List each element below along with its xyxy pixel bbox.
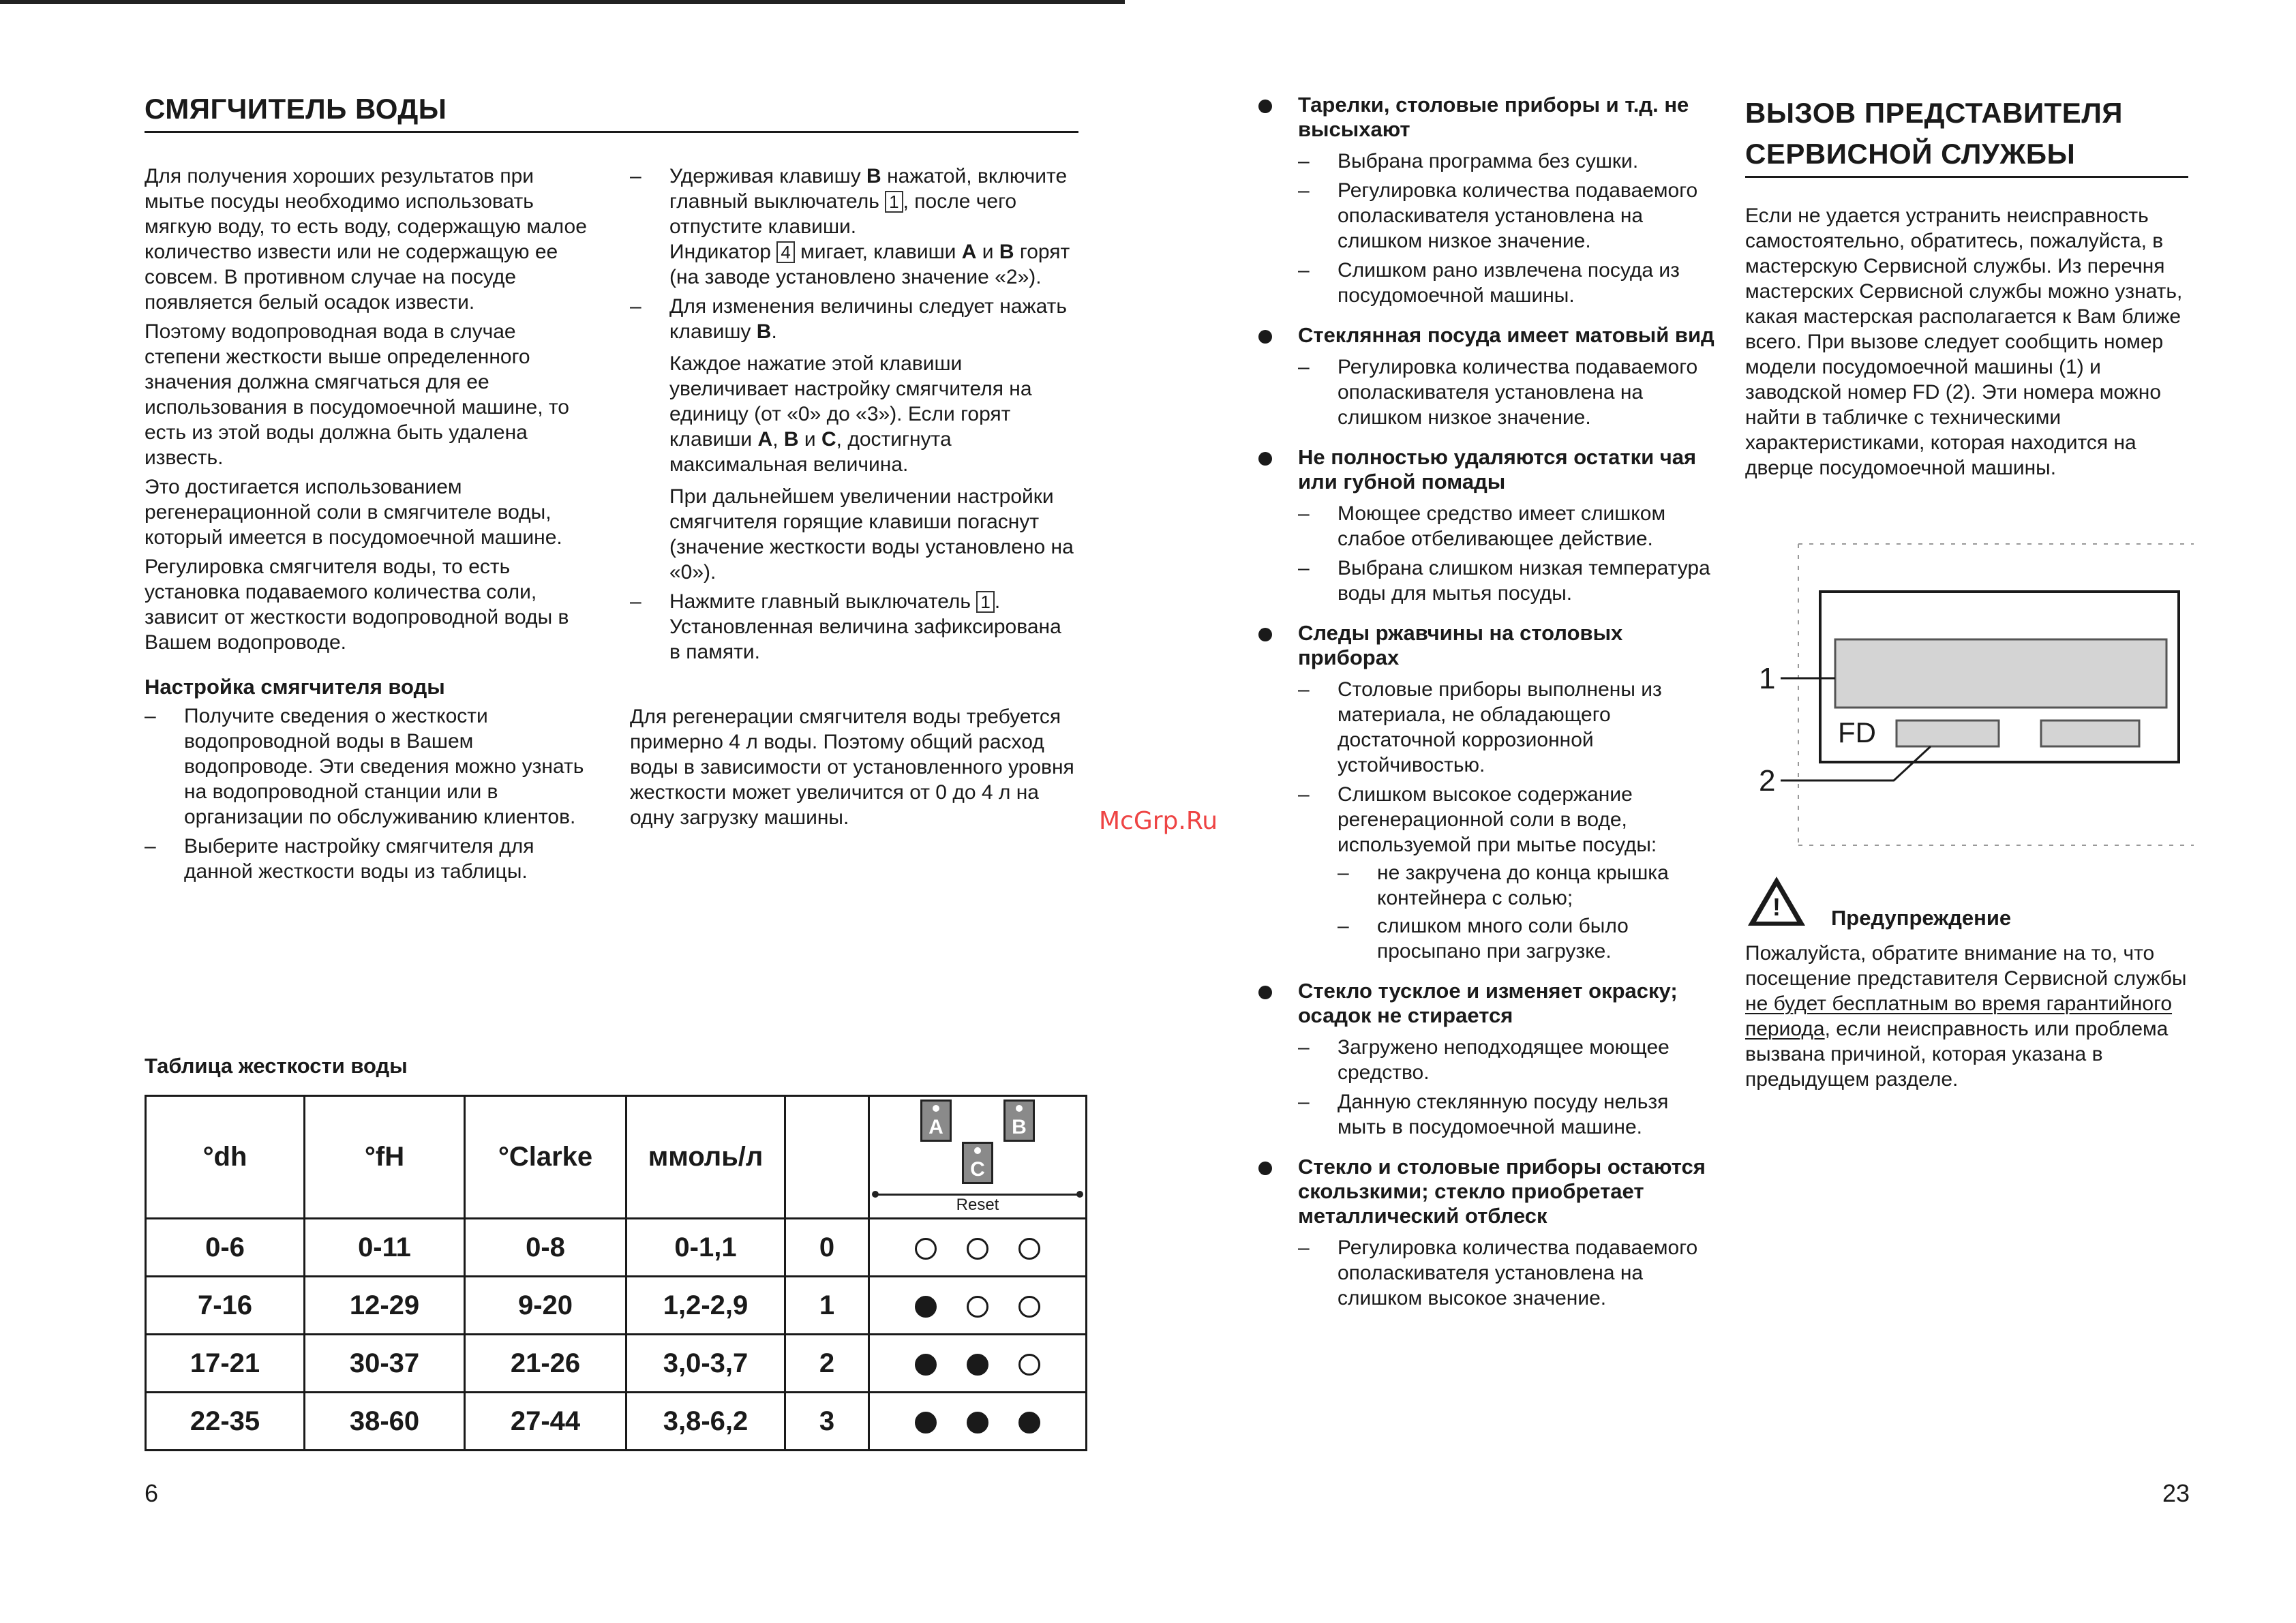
indicator-b-icon [967,1354,988,1376]
cell-dh: 7-16 [146,1277,305,1335]
bullet-icon [1258,100,1272,113]
warning-title: Предупреждение [1831,906,2012,930]
cell-clarke: 27-44 [465,1393,626,1451]
hardness-table [145,1095,1087,1451]
cell-indicators [869,1335,1087,1393]
trouble-item: – Моющее средство имеет слишком слабое отбеливающее действие. [1298,501,1715,551]
indicator-a-icon [915,1354,937,1376]
programming-step-1: – Удерживая клавишу B нажатой, включите главный выключатель 1 , после чего отпустите клавиши. Индикатор 4 мигает, клавиши A и B горят (на заводе установлено значение «2»). [630,164,1077,290]
regeneration-paragraph: Для регенерации смягчителя воды требуется примерно 4 л воды. Поэтому общий расход воды в зависимости от установленного уровня жесткости может увеличится от 0 до 4 л на одну загрузку машины. [630,706,1074,829]
reset-label: Reset [956,1196,999,1214]
softener-column-2 [630,164,1077,834]
trouble-title: Стекло тусклое и изменяет окраску; осадок не стирается [1298,979,1678,1027]
cell-level: 3 [785,1393,869,1451]
table-row [146,1277,1087,1335]
fd-label: FD [1838,716,1876,748]
model-number-field [1835,639,2166,708]
cell-fh: 30-37 [305,1335,465,1393]
trouble-title: Не полностью удаляются остатки чая или губной помады [1298,445,1697,494]
page-number-right: 23 [2162,1479,2190,1507]
cell-indicators [869,1219,1087,1277]
bullet-icon [1258,1162,1272,1175]
header-fh: °fH [305,1096,465,1219]
header-keys [869,1096,1087,1219]
main-switch-key-symbol-2: 1 [976,591,994,613]
trouble-item: – Регулировка количества подаваемого ополаскивателя установлена на слишком низкое значение. [1298,178,1715,254]
setup-step-1: – Получите сведения о жесткости водопроводной воды в Вашем водопроводе. Эти сведения можно узнать на водопроводной станции или в организации по обслуживанию клиентов. [145,703,590,830]
cell-indicators [869,1393,1087,1451]
cell-dh: 0-6 [146,1219,305,1277]
cell-mmol: 3,8-6,2 [626,1393,785,1451]
trouble-item: – Регулировка количества подаваемого ополаскивателя установлена на слишком низкое значение. [1298,354,1715,430]
service-title-rule [1745,176,2188,178]
indicator-b-icon [967,1412,988,1434]
cell-mmol: 0-1,1 [626,1219,785,1277]
hardness-table-caption: Таблица жесткости воды [145,1054,408,1078]
callout-2: 2 [1759,764,1776,798]
trouble-item: – Регулировка количества подаваемого ополаскивателя установлена на слишком высокое значение. [1298,1235,1715,1311]
callout-1: 1 [1759,662,1776,695]
cell-indicators [869,1277,1087,1335]
service-title: ВЫЗОВ ПРЕДСТАВИТЕЛЯ СЕРВИСНОЙ СЛУЖБЫ [1745,97,2123,170]
intro-paragraph-4: Регулировка смягчителя воды, то есть установка подаваемого количества соли, зависит от жесткости водопроводной воды в Вашем водопроводе. [145,556,569,654]
key-icons-row [871,1099,1085,1184]
cell-mmol: 1,2-2,9 [626,1277,785,1335]
fd-number-field [1897,721,1999,746]
trouble-subitem: – не закручена до конца крышка контейнера с солью; [1338,860,1715,911]
setup-steps-list [145,703,590,884]
intro-paragraph-2: Поэтому водопроводная вода в случае степени жесткости выше определенного значения должна смягчаться для ее использования в посудомоечной машине, то есть из этой воды должна быть удалена известь. [145,320,569,469]
header-clarke: °Clarke [465,1096,626,1219]
trouble-item: – Столовые приборы выполнены из материала, не обладающего достаточной коррозионной устойчивостью. [1298,677,1715,778]
trouble-item: – Слишком высокое содержание регенерационной соли в воде, используемой при мытье посуды: – не закручена до конца крышка контейнера с солью; – слишком много соли было просыпано при загрузке. [1298,782,1715,964]
indicator-c-icon [1018,1412,1040,1434]
trouble-item: – Слишком рано извлечена посуда из посудомоечной машины. [1298,258,1715,308]
indicator-c-icon [1018,1238,1040,1260]
indicator-c-icon [1018,1354,1040,1376]
trouble-section [1258,1155,1715,1311]
cell-fh: 12-29 [305,1277,465,1335]
intro-paragraph-3: Это достигается использованием регенерационной соли в смягчителе воды, который имеется в посудомоечной машине. [145,476,562,549]
table-row [146,1219,1087,1277]
trouble-item: – Выбрана слишком низкая температура воды для мытья посуды. [1298,556,1715,606]
table-row [146,1393,1087,1451]
bullet-icon [1258,452,1272,466]
cell-level: 2 [785,1335,869,1393]
warning-text: Пожалуйста, обратите внимание на то, что посещение представителя Сервисной службы не будет бесплатным во время гарантийного периода, если неисправность или проблема вызвана причиной, которая указана в предыдущем разделе. [1745,942,2187,1091]
bullet-icon [1258,986,1272,999]
trouble-section [1258,621,1715,964]
trouble-section [1258,979,1715,1140]
bullet-icon [1258,330,1272,344]
cell-clarke: 0-8 [465,1219,626,1277]
indicator-b-icon [967,1238,988,1260]
softener-title-rule [145,131,1078,133]
warranty-note: не будет бесплатным во время гарантийного периода [1745,992,2173,1040]
bullet-icon [1258,628,1272,641]
trouble-subitem: – слишком много соли было просыпано при загрузке. [1338,913,1715,964]
trouble-item: – Загружено неподходящее моющее средство. [1298,1035,1715,1085]
cell-mmol: 3,0-3,7 [626,1335,785,1393]
cell-fh: 0-11 [305,1219,465,1277]
cell-fh: 38-60 [305,1393,465,1451]
header-mmol: ммоль/л [626,1096,785,1219]
key-c-icon: C [962,1142,993,1184]
cell-dh: 22-35 [146,1393,305,1451]
top-scan-line [0,0,1125,4]
programming-step-3: – Нажмите главный выключатель 1 . Установленная величина зафиксирована в памяти. [630,589,1077,665]
indicator-a-icon [915,1238,937,1260]
table-header-row [146,1096,1087,1219]
indicator-note: Индикатор 4 мигает, клавиши A и B горят (на заводе установлено значение «2»). [669,241,1070,288]
rating-plate-diagram [1745,539,2195,852]
service-text: Если не удается устранить неисправность самостоятельно, обратитесь, пожалуйста, в мастерскую Сервисной службы. Из перечня мастерских Сервисной службы можно узнать, какая мастерская располагается к Вам ближе всего. При вызове следует сообщить номер модели посудомоечной машины (1) и заводской номер FD (2). Эти номера можно найти в табличке с техническими характеристиками, которая находится на дверце посудомоечной машины. [1745,204,2183,479]
trouble-item: – Выбрана программа без сушки. [1298,149,1715,174]
indicator-b-icon [967,1296,988,1318]
setup-step-2: – Выберите настройку смягчителя для данной жесткости воды из таблицы. [145,834,590,884]
programming-step-2: – Для изменения величины следует нажать клавишу B. Каждое нажатие этой клавиши увеличивает настройку смягчителя на единицу (от «0» до «3»). Если горят клавиши A, B и C, достигнута максимальная величина. При дальнейшем увеличении настройки смягчителя горящие клавиши погаснут (значение жесткости воды установлено на «0»). [630,294,1077,585]
key-b-icon: B [1003,1099,1035,1142]
serial-field [2041,721,2139,746]
indicator-key-symbol: 4 [776,241,794,263]
trouble-title: Стекло и столовые приборы остаются скользкими; стекло приобретает металлический отблеск [1298,1155,1706,1228]
softener-title: СМЯГЧИТЕЛЬ ВОДЫ [145,93,447,125]
trouble-section [1258,323,1715,430]
trouble-title: Стеклянная посуда имеет матовый вид [1298,323,1715,347]
warning-icon [1748,877,1805,926]
watermark: McGrp.Ru [1099,807,1218,835]
trouble-section [1258,445,1715,606]
trouble-title: Тарелки, столовые приборы и т.д. не высыхают [1298,93,1689,141]
reset-note: При дальнейшем увеличении настройки смягчителя горящие клавиши погаснут (значение жесткости воды установлено на «0»). [669,485,1074,583]
troubleshooting-column [1258,93,1715,1326]
main-switch-key-symbol: 1 [885,191,903,213]
softener-column-1 [145,164,590,888]
programming-steps-list [630,164,1077,665]
increment-note: Каждое нажатие этой клавиши увеличивает настройку смягчителя на единицу (от «0» до «3»). Если горят клавиши A, B и C, достигнута максимальная величина. [669,352,1032,476]
cell-clarke: 21-26 [465,1335,626,1393]
cell-clarke: 9-20 [465,1277,626,1335]
setup-subheading: Настройка смягчителя воды [145,675,445,699]
header-dh: °dh [146,1096,305,1219]
trouble-section [1258,93,1715,308]
indicator-c-icon [1018,1296,1040,1318]
page-number-left: 6 [145,1479,159,1507]
header-level [785,1096,869,1219]
trouble-title: Следы ржавчины на столовых приборах [1298,621,1623,669]
table-row [146,1335,1087,1393]
trouble-item: – Данную стеклянную посуду нельзя мыть в посудомоечной машине. [1298,1089,1715,1140]
key-a-icon: A [920,1099,952,1142]
cell-level: 1 [785,1277,869,1335]
cell-dh: 17-21 [146,1335,305,1393]
indicator-a-icon [915,1412,937,1434]
warning-mark: ! [1772,893,1781,921]
cell-level: 0 [785,1219,869,1277]
intro-paragraph-1: Для получения хороших результатов при мытье посуды необходимо использовать мягкую воду, то есть воду, содержащую малое количество извести или не содержащую ее совсем. В противном случае на посуде появляется белый осадок извести. [145,165,587,314]
reset-bracket [875,1194,1080,1196]
indicator-a-icon [915,1296,937,1318]
